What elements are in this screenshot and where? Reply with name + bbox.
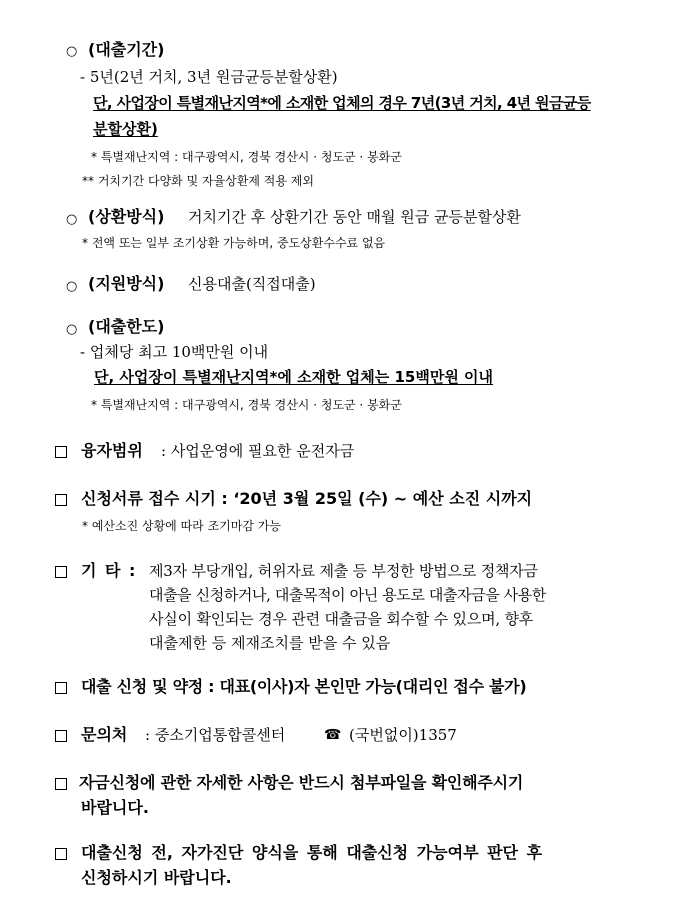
period-line1: - 5년(2년 거치, 3년 원금균등분할상환) — [80, 68, 338, 86]
limit-special: 단, 사업장이 특별재난지역*에 소재한 업체는 15백만원 이내 — [94, 368, 494, 386]
notice1-line1: 자금신청에 관한 자세한 사항은 반드시 첨부파일을 확인해주시기 — [79, 773, 524, 792]
notice2-line1: 대출신청 전, 자가진단 양식을 통해 대출신청 가능여부 판단 후 — [81, 843, 543, 862]
application-note: * 예산소진 상황에 따라 조기마감 가능 — [82, 519, 281, 533]
period-special-line2: 분할상환) — [93, 120, 158, 138]
support-bullet: ○ — [66, 279, 78, 294]
contact-text: : 중소기업통합콜센터 — [145, 726, 286, 744]
contact-title: 문의처 — [81, 725, 128, 744]
usage-title: 융자범위 — [81, 441, 143, 460]
contact-checkbox-icon — [55, 730, 67, 742]
contract-text: 대출 신청 및 약정 : 대표(이사)자 본인만 가능(대리인 접수 불가) — [81, 677, 527, 696]
application-text: 신청서류 접수 시기 : ‘20년 3월 25일 (수) ~ 예산 소진 시까지 — [81, 489, 533, 508]
notice2-line2: 신청하시기 바랍니다. — [81, 868, 232, 887]
period-special-line1: 단, 사업장이 특별재난지역*에 소재한 업체의 경우 7년(3년 거치, 4년 원금균등 — [93, 94, 591, 112]
limit-title: (대출한도) — [88, 317, 165, 336]
period-note1: * 특별재난지역 : 대구광역시, 경북 경산시 · 청도군 · 봉화군 — [91, 150, 402, 164]
period-bullet: ○ — [66, 44, 78, 59]
etc-title: 기 타 : — [81, 561, 136, 580]
etc-line-3: 사실이 확인되는 경우 관련 대출금을 회수할 수 있으며, 향후 — [149, 610, 534, 628]
support-title: (지원방식) — [88, 274, 165, 293]
etc-line-2: 대출을 신청하거나, 대출목적이 아닌 용도로 대출자금을 사용한 — [149, 586, 546, 604]
notice1-checkbox-icon — [55, 778, 67, 790]
limit-line1: - 업체당 최고 10백만원 이내 — [80, 343, 269, 361]
etc-checkbox-icon — [55, 566, 67, 578]
limit-note: * 특별재난지역 : 대구광역시, 경북 경산시 · 청도군 · 봉화군 — [91, 398, 402, 412]
repayment-text: 거치기간 후 상환기간 동안 매월 원금 균등분할상환 — [188, 208, 521, 226]
usage-text: : 사업운영에 필요한 운전자금 — [161, 442, 355, 460]
repayment-bullet: ○ — [66, 212, 78, 227]
limit-bullet: ○ — [66, 322, 78, 337]
notice1-line2: 바랍니다. — [81, 798, 149, 817]
phone-icon: ☎ — [324, 727, 342, 743]
period-title: (대출기간) — [88, 40, 165, 59]
contact-phone: (국번없이)1357 — [349, 726, 457, 744]
contract-checkbox-icon — [55, 682, 67, 694]
etc-line-4: 대출제한 등 제재조치를 받을 수 있음 — [149, 634, 391, 652]
period-note2: ** 거치기간 다양화 및 자율상환제 적용 제외 — [82, 174, 314, 188]
repayment-title: (상환방식) — [88, 207, 165, 226]
application-checkbox-icon — [55, 494, 67, 506]
notice2-checkbox-icon — [55, 848, 67, 860]
usage-checkbox-icon — [55, 446, 67, 458]
etc-line-1: 제3자 부당개입, 허위자료 제출 등 부정한 방법으로 정책자금 — [149, 562, 538, 580]
support-text: 신용대출(직접대출) — [188, 275, 316, 293]
repayment-note: * 전액 또는 일부 조기상환 가능하며, 중도상환수수료 없음 — [82, 236, 386, 250]
